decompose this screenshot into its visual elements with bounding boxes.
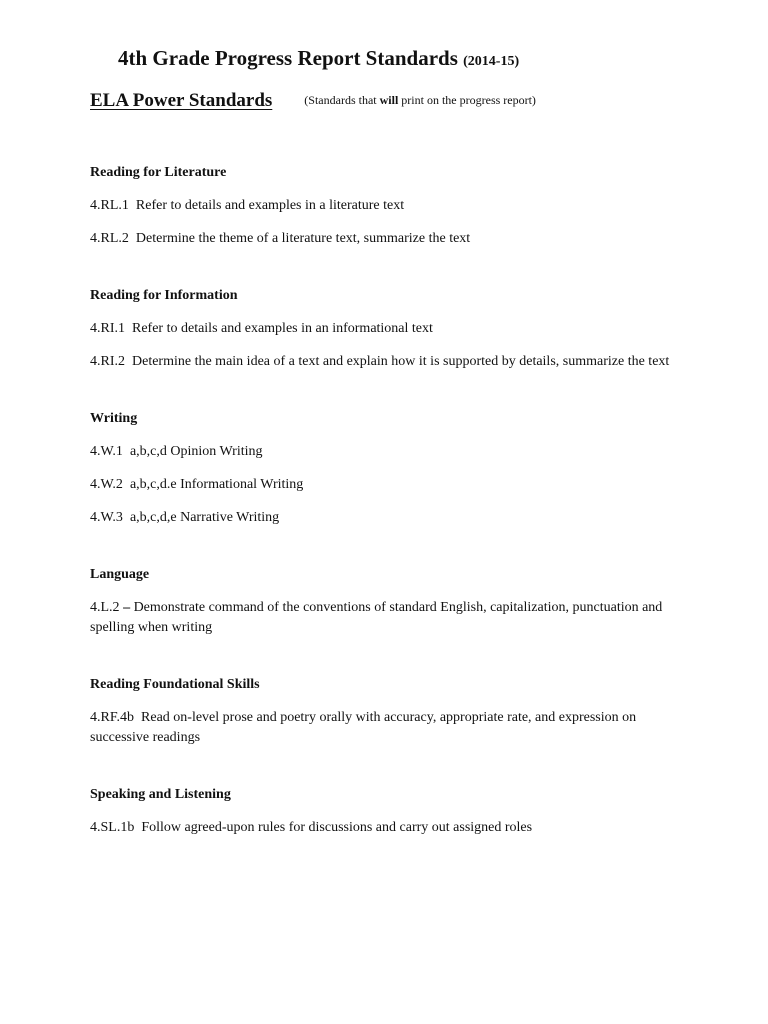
standard-code: 4.W.1 xyxy=(90,444,123,459)
standards-section xyxy=(90,164,680,249)
standard-text: a,b,c,d,e Narrative Writing xyxy=(129,510,280,525)
subtitle-row xyxy=(90,90,536,112)
standards-section xyxy=(90,566,680,638)
section-heading: Reading for Information xyxy=(90,288,238,303)
standard-item xyxy=(90,352,680,372)
print-note-bold: will xyxy=(379,93,399,107)
standard-text: Read on-level prose and poetry orally with accuracy, appropriate rate, and expression on successive readings xyxy=(90,710,637,745)
title-year: (2014-15) xyxy=(463,54,520,69)
section-heading: Reading Foundational Skills xyxy=(90,677,260,692)
standard-code: 4.RL.1 xyxy=(90,198,129,213)
standard-item xyxy=(90,442,680,462)
section-subtitle: ELA Power Standards xyxy=(90,90,273,111)
standard-code: 4.W.3 xyxy=(90,510,123,525)
print-note-before: (Standards that xyxy=(304,93,380,107)
standard-text: Determine the main idea of a text and explain how it is supported by details, summarize the text xyxy=(132,354,670,369)
section-heading: Reading for Literature xyxy=(90,165,227,180)
standards-section xyxy=(90,786,680,838)
standard-item xyxy=(90,319,680,339)
standard-text: Demonstrate command of the conventions of standard English, capitalization, punctuation and spelling when writing xyxy=(90,600,663,635)
standard-text: Refer to details and examples in an informational text xyxy=(132,321,433,336)
standard-item xyxy=(90,818,680,838)
section-heading: Language xyxy=(90,567,150,582)
standard-dash: – xyxy=(123,600,131,615)
standard-item xyxy=(90,508,680,528)
section-heading: Speaking and Listening xyxy=(90,787,231,802)
standard-code: 4.RI.1 xyxy=(90,321,125,336)
standard-item xyxy=(90,598,680,638)
page-title xyxy=(118,46,519,71)
standard-item xyxy=(90,475,680,495)
standard-text: Follow agreed-upon rules for discussions and carry out assigned roles xyxy=(141,820,533,835)
standard-code: 4.RI.2 xyxy=(90,354,125,369)
standard-text: Determine the theme of a literature text, summarize the text xyxy=(135,231,471,246)
standard-text: a,b,c,d.e Informational Writing xyxy=(129,477,304,492)
standard-code: 4.RL.2 xyxy=(90,231,129,246)
standards-section xyxy=(90,410,680,528)
standards-section xyxy=(90,287,680,372)
standard-text: Refer to details and examples in a literature text xyxy=(135,198,405,213)
print-note-after: print on the progress report) xyxy=(398,93,536,107)
standard-item xyxy=(90,196,680,216)
standards-list xyxy=(90,164,680,876)
standard-code: 4.RF.4b xyxy=(90,710,135,725)
standard-text: a,b,c,d Opinion Writing xyxy=(129,444,263,459)
standard-item xyxy=(90,708,680,748)
section-heading: Writing xyxy=(90,411,138,426)
standard-code: 4.SL.1b xyxy=(90,820,135,835)
standard-code: 4.L.2 xyxy=(90,600,120,615)
standards-section xyxy=(90,676,680,748)
title-text: 4th Grade Progress Report Standards xyxy=(118,46,458,70)
print-note xyxy=(304,93,536,107)
standard-code: 4.W.2 xyxy=(90,477,123,492)
standard-item xyxy=(90,229,680,249)
